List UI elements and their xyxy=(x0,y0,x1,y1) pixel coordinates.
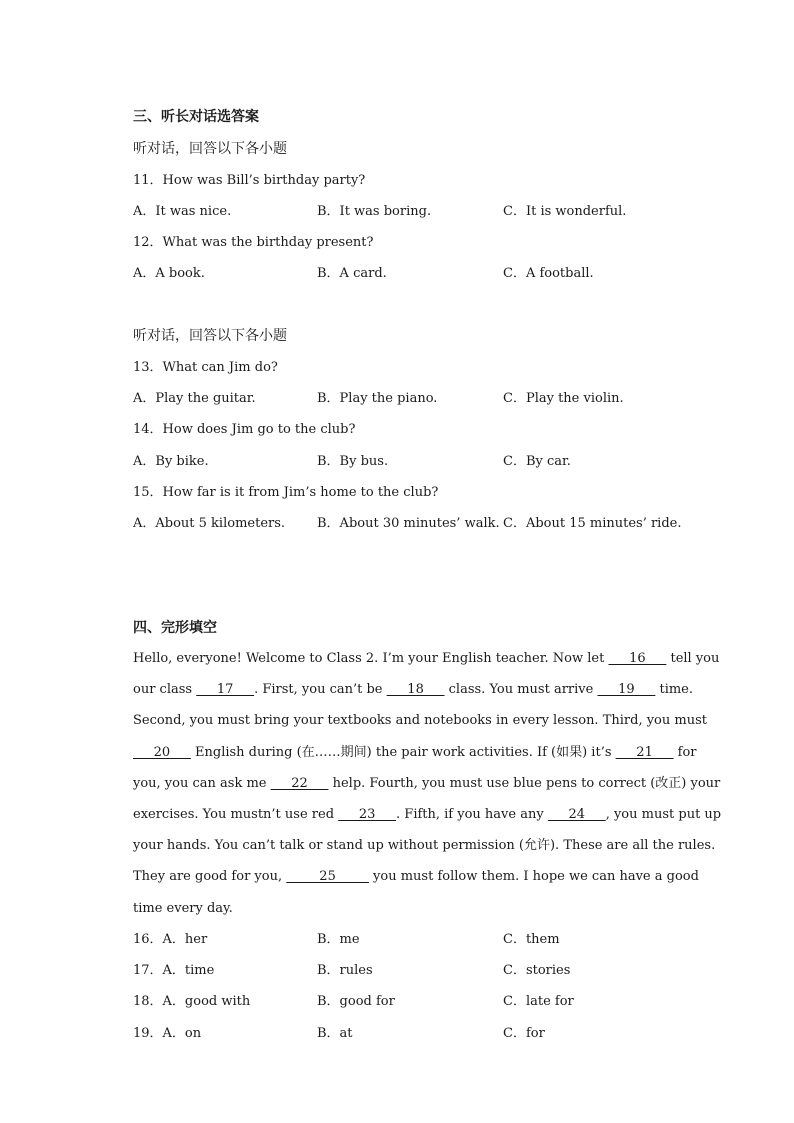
q12-option-b[interactable]: B．A card. xyxy=(317,266,387,281)
section-3-title: 三、听长对话选答案 xyxy=(133,109,259,125)
passage-text: , you must put up xyxy=(605,807,722,822)
q18-option-a[interactable]: 18．A．good with xyxy=(133,994,251,1009)
blank-16: 16 xyxy=(608,651,667,666)
q17-option-a[interactable]: 17．A．time xyxy=(133,963,215,978)
blank-17: 17 xyxy=(196,682,255,697)
q13-option-b[interactable]: B．Play the piano. xyxy=(317,391,438,406)
q14-option-b[interactable]: B．By bus. xyxy=(317,454,389,469)
passage-text: tell you xyxy=(666,651,720,666)
question-12-stem: 12．What was the birthday present? xyxy=(133,235,374,250)
instruction-group-1: 听对话，回答以下各小题 xyxy=(133,141,287,157)
passage-text: . First, you can’t be xyxy=(254,682,387,697)
passage-text: time. xyxy=(655,682,694,697)
q12-option-c[interactable]: C．A football. xyxy=(503,266,594,281)
q16-option-c[interactable]: C．them xyxy=(503,932,560,947)
passage-line-6 xyxy=(133,807,721,823)
q14-option-a[interactable]: A．By bike. xyxy=(133,454,209,469)
question-11-stem: 11．How was Bill’s birthday party? xyxy=(133,173,366,188)
blank-23: 23 xyxy=(338,807,397,822)
passage-line-8 xyxy=(133,869,699,885)
q19-option-a[interactable]: 19．A．on xyxy=(133,1026,202,1041)
q11-option-a[interactable]: A．It was nice. xyxy=(133,204,232,219)
passage-line-3: Second, you must bring your textbooks and notebooks in every lesson. Third, you must xyxy=(133,713,707,728)
passage-text: help. Fourth, you must use blue pens to correct (改正) your xyxy=(328,776,721,791)
q15-option-a[interactable]: A．About 5 kilometers. xyxy=(133,516,286,531)
passage-text: you, you can ask me xyxy=(133,776,271,791)
passage-text: English during (在……期间) the pair work activities. If (如果) it’s xyxy=(190,745,616,760)
passage-line-4 xyxy=(133,745,697,761)
q13-option-c[interactable]: C．Play the violin. xyxy=(503,391,624,406)
passage-text: exercises. You mustn’t use red xyxy=(133,807,339,822)
q15-option-b[interactable]: B．About 30 minutes’ walk. xyxy=(317,516,500,531)
question-15-stem: 15．How far is it from Jim’s home to the club? xyxy=(133,485,439,500)
q11-option-b[interactable]: B．It was boring. xyxy=(317,204,432,219)
q16-option-b[interactable]: B．me xyxy=(317,932,360,947)
passage-line-7: your hands. You can’t talk or stand up without permission (允许). These are all the rules. xyxy=(133,838,716,853)
q18-option-b[interactable]: B．good for xyxy=(317,994,395,1009)
blank-20: 20 xyxy=(133,745,191,760)
question-14-stem: 14．How does Jim go to the club? xyxy=(133,422,356,437)
instruction-group-2: 听对话，回答以下各小题 xyxy=(133,328,287,344)
section-4-title: 四、完形填空 xyxy=(133,620,217,636)
passage-text: . Fifth, if you have any xyxy=(396,807,548,822)
q17-option-b[interactable]: B．rules xyxy=(317,963,373,978)
blank-25: 25 xyxy=(286,869,369,884)
question-13-stem: 13．What can Jim do? xyxy=(133,360,278,375)
passage-text: Hello, everyone! Welcome to Class 2. I’m your English teacher. Now let xyxy=(133,651,609,666)
passage-text: class. You must arrive xyxy=(444,682,598,697)
blank-24: 24 xyxy=(547,807,606,822)
blank-22: 22 xyxy=(270,776,329,791)
blank-21: 21 xyxy=(615,745,674,760)
blank-19: 19 xyxy=(597,682,656,697)
q14-option-c[interactable]: C．By car. xyxy=(503,454,571,469)
q15-option-c[interactable]: C．About 15 minutes’ ride. xyxy=(503,516,682,531)
q16-option-a[interactable]: 16．A．her xyxy=(133,932,208,947)
passage-text: our class xyxy=(133,682,197,697)
q13-option-a[interactable]: A．Play the guitar. xyxy=(133,391,256,406)
passage-line-1 xyxy=(133,651,719,667)
passage-line-2 xyxy=(133,682,693,698)
q17-option-c[interactable]: C．stories xyxy=(503,963,571,978)
passage-text: for xyxy=(673,745,697,760)
q18-option-c[interactable]: C．late for xyxy=(503,994,574,1009)
passage-text: They are good for you, xyxy=(133,869,287,884)
q19-option-c[interactable]: C．for xyxy=(503,1026,545,1041)
q12-option-a[interactable]: A．A book. xyxy=(133,266,205,281)
passage-line-5 xyxy=(133,776,720,792)
passage-line-9: time every day. xyxy=(133,901,233,916)
q11-option-c[interactable]: C．It is wonderful. xyxy=(503,204,627,219)
q19-option-b[interactable]: B．at xyxy=(317,1026,353,1041)
passage-text: you must follow them. I hope we can have a good xyxy=(368,869,699,884)
blank-18: 18 xyxy=(386,682,445,697)
